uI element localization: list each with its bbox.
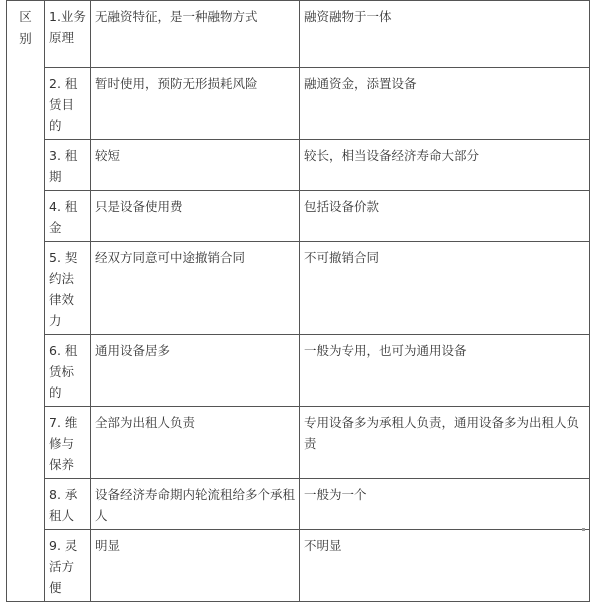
item-cell: 1.业务原理 (45, 1, 91, 68)
item-cell: 9. 灵活方便 (45, 530, 91, 602)
table-row (7, 1, 590, 68)
finance-lease-cell: 融资融物于一体 (300, 1, 590, 68)
comparison-table (6, 0, 590, 602)
table-row (7, 335, 590, 407)
item-cell: 3. 租期 (45, 140, 91, 191)
side-label-char: 别 (19, 31, 32, 46)
general-lease-cell: 只是设备使用费 (91, 191, 300, 242)
general-lease-cell: 全部为出租人负责 (91, 407, 300, 479)
side-label-cell (7, 1, 45, 602)
general-lease-cell: 无融资特征，是一种融物方式 (91, 1, 300, 68)
finance-lease-cell: 不可撤销合同 (300, 242, 590, 335)
table-row (7, 530, 590, 602)
item-cell: 5. 契约法律效力 (45, 242, 91, 335)
finance-lease-cell: 不明显 (300, 530, 590, 602)
general-lease-cell: 明显 (91, 530, 300, 602)
general-lease-cell: 较短 (91, 140, 300, 191)
item-cell: 6. 租赁标的 (45, 335, 91, 407)
table-row (7, 68, 590, 140)
finance-lease-cell: 一般为专用，也可为通用设备 (300, 335, 590, 407)
finance-lease-cell: 较长，相当设备经济寿命大部分 (300, 140, 590, 191)
table-row (7, 407, 590, 479)
item-cell: 7. 维修与保养 (45, 407, 91, 479)
side-label-char: 区 (19, 9, 32, 24)
finance-lease-cell: 包括设备价款 (300, 191, 590, 242)
finance-lease-cell: 一般为一个 (300, 479, 590, 530)
table-row (7, 191, 590, 242)
table-row (7, 242, 590, 335)
general-lease-cell: 通用设备居多 (91, 335, 300, 407)
table-row (7, 479, 590, 530)
finance-lease-cell: 融通资金，添置设备 (300, 68, 590, 140)
scan-speck (582, 528, 585, 531)
general-lease-cell: 设备经济寿命期内轮流租给多个承租人 (91, 479, 300, 530)
finance-lease-cell: 专用设备多为承租人负责，通用设备多为出租人负责 (300, 407, 590, 479)
item-cell: 4. 租金 (45, 191, 91, 242)
general-lease-cell: 经双方同意可中途撤销合同 (91, 242, 300, 335)
table-row (7, 140, 590, 191)
item-cell: 8. 承租人 (45, 479, 91, 530)
general-lease-cell: 暂时使用，预防无形损耗风险 (91, 68, 300, 140)
item-cell: 2. 租赁目的 (45, 68, 91, 140)
